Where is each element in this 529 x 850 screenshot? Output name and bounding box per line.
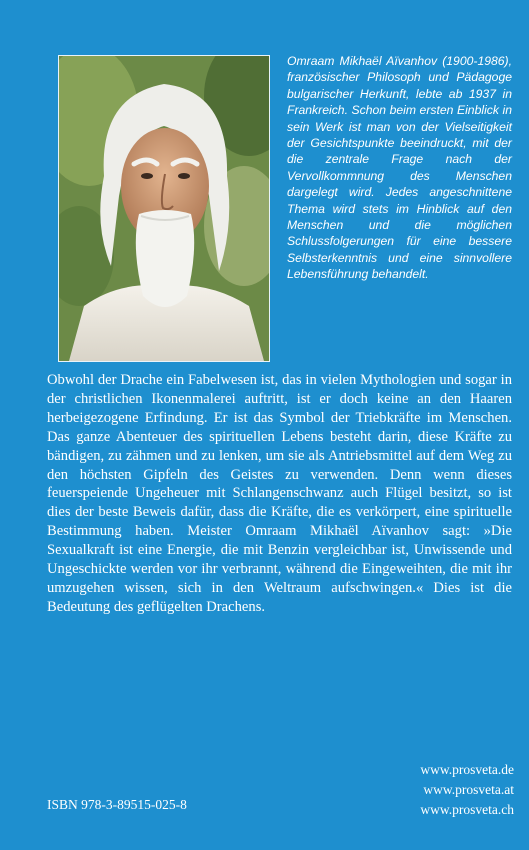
- book-description: Obwohl der Drache ein Fabelwesen ist, das in vielen Mythologien und sogar in der christlichen Ikonenmalerei auftritt, ist er doch keine an den Haaren herbeigezogene Erfindung. Er ist das Symbol der Triebkräfte im Menschen. Das ganze Abenteuer des spirituellen Lebens besteht darin, diese Kräfte zu bändigen, zu zähmen und zu lenken, um sie als Antriebsmittel auf dem Weg zu den höchsten Gipfeln des Geistes zu verwenden. Denn wenn dieses feuerspeiende Ungeheuer mit Schlangenschwanz auch Flügel besitzt, so ist dies der beste Beweis dafür, dass die Kräfte, die es verkörpert, eine spirituelle Bestimmung haben. Meister Omraam Mikhaël Aïvanhov sagt: »Die Sexualkraft ist eine Energie, die mit Benzin vergleichbar ist, Unwissende und Ungeschickte werden vor ihr verbrannt, während die Eingeweihten, die mit ihr umzugehen wissen, sich in den Weltraum aufschwingen.« Dies ist die Bedeutung des geflügelten Drachens.: [47, 372, 512, 615]
- author-biography: Omraam Mikhaël Aïvanhov (1900-1986), französischer Philosoph und Pädagoge bulgarischer Herkunft, lebte ab 1937 in Frankreich. Schon beim ersten Einblick in sein Werk ist man von der Vielseitigkeit der Gesichtspunkte beeindruckt, mit der die zentrale Frage nach der Vervollkommnung des Menschen dargelegt wird. Jedes angeschnittene Thema wird stets im Hinblick auf den Menschen und die möglichen Schlussfolgerungen für eine bessere Selbsterkenntnis und eine sinnvollere Lebensführung behandelt.: [287, 54, 512, 282]
- website-list: [420, 760, 514, 820]
- portrait-illustration: [59, 56, 269, 361]
- website-url-de[interactable]: www.prosveta.de: [420, 762, 514, 777]
- author-portrait-photo: [58, 55, 270, 362]
- website-url-at[interactable]: www.prosveta.at: [423, 782, 514, 797]
- isbn-number: ISBN 978-3-89515-025-8: [47, 797, 187, 812]
- website-url-ch[interactable]: www.prosveta.ch: [420, 802, 514, 817]
